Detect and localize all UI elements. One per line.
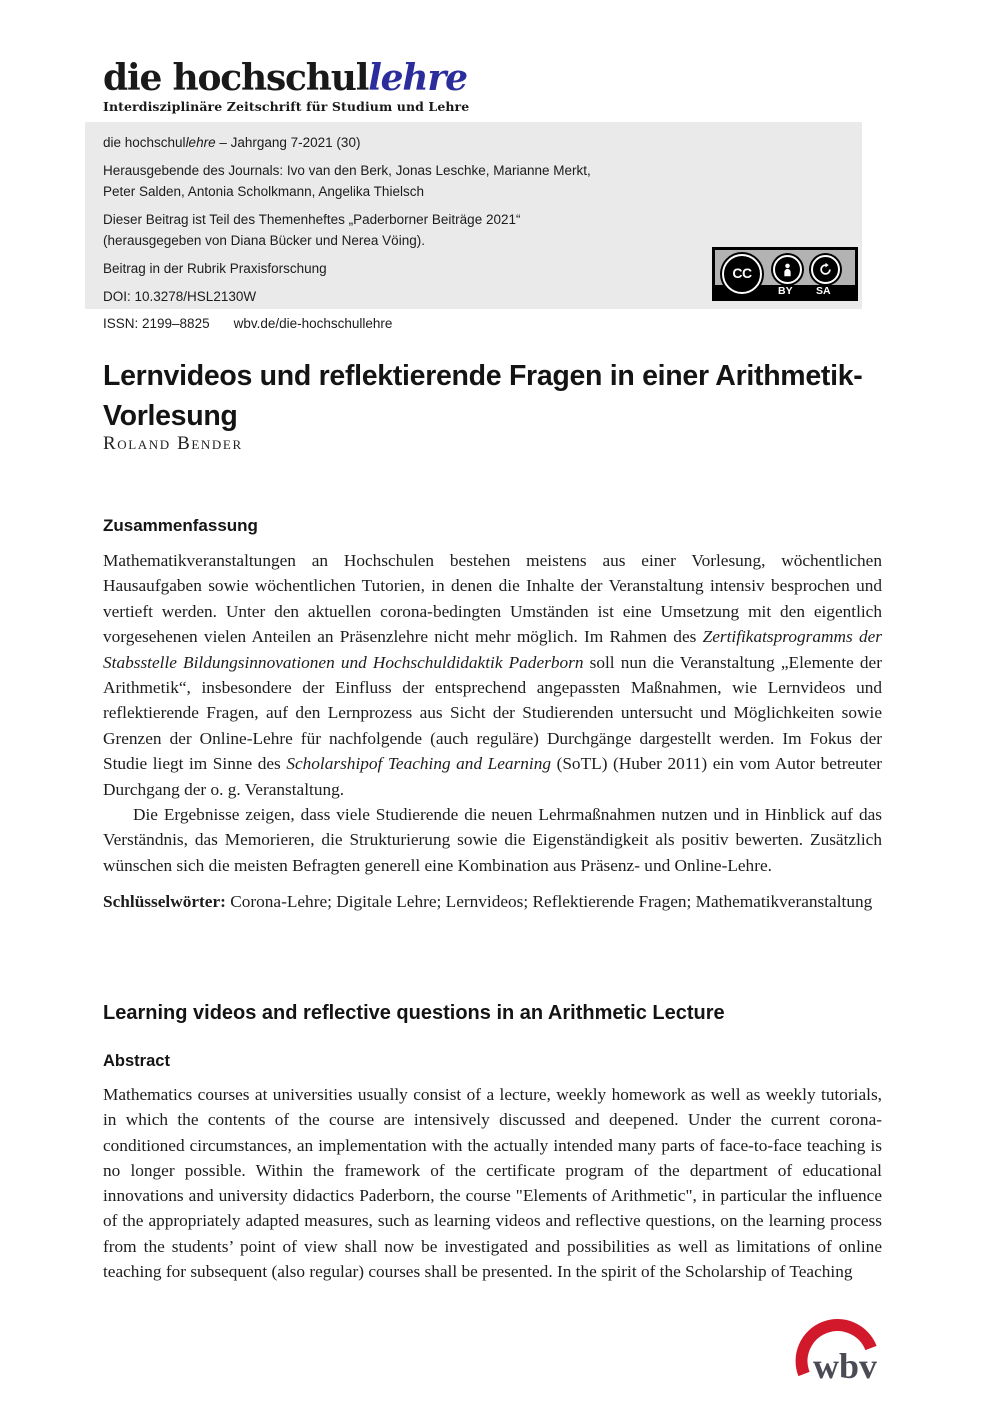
theme-note-line-1: Dieser Beitrag ist Teil des Themenheftes „Paderborner Beiträge 2021“ [103,211,521,227]
doi-line: DOI: 10.3278/HSL2130W [103,288,257,304]
cc-by-person-icon [773,255,802,284]
abstract-de-paragraph-2: Die Ergebnisse zeigen, dass viele Studierende die neuen Lehrmaßnahmen nutzen und in Hinblick auf das Verständnis, das Memorieren, die Strukturierung sowie die Eigenständigkeit als positiv bewerten. Zusätzlich wünschen sich die meisten Befragten generell eine Kombination aus Präsenz- und Online-Lehre. [103,805,882,875]
person-icon [780,262,795,277]
rubric-line: Beitrag in der Rubrik Praxisforschung [103,260,327,276]
abstract-de-seg-3: (SoTL) (Huber 2011) ein vom Autor betreuter Durchgang der o. g. Veranstaltung. [103,754,882,799]
keywords-de [103,889,882,914]
abstract-de-italic-1: Zertifikatsprogramms der Stabsstelle Bildungsinnovationen und Hochschuldidaktik Paderborn [103,627,882,672]
editors-line [103,161,692,203]
cc-sa-label: SA [816,285,831,297]
issue-journal-name-italic: lehre [185,135,216,150]
issn-number: ISSN: 2199–8825 [103,316,210,332]
abstract-en-paragraph: Mathematics courses at universities usually consist of a lecture, weekly homework as well as weekly tutorials, in which the contents of the course are intensively discussed and deepened. Under the current corona-conditioned circumstances, an implementation with the actually intended many parts of face-to-face teaching is no longer possible. Within the framework of the certificate program of the department of educational innovations and university didactics Paderborn, the course "Elements of Arithmetic", in particular the influence of the appropriately adapted measures, such as learning videos and reflective questions, on the learning process from the students’ point of view shall now be investigated and possibilities as well as limitations of online teaching for subsequent (also regular) courses shall be presented. In the spirit of the Scholarship of Teaching [103,1085,882,1282]
cc-icon-label: CC [732,265,752,282]
issn-line [103,314,692,335]
issue-line [103,133,692,154]
issue-journal-name: die hochschul [103,135,186,150]
issue-info-box [85,122,862,332]
cc-by-label: BY [778,285,793,297]
theme-note [103,210,692,252]
article-author: Roland Bender [103,433,243,454]
publisher-logo-wbv [783,1310,889,1396]
editors-line-1: Herausgebende des Journals: Ivo van den Berk, Jonas Leschke, Marianne Merkt, [103,162,591,178]
journal-logo [103,57,470,114]
cc-sa-arrow-icon [811,255,840,284]
editors-line-2: Peter Salden, Antonia Scholkmann, Angelika Thielsch [103,183,424,199]
heading-abstract: Abstract [103,1052,170,1070]
journal-logo-blue: lehre [368,57,467,99]
abstract-en-body [103,1082,882,1284]
abstract-de-paragraph-1 [103,548,882,802]
abstract-de-seg-1: Mathematikveranstaltungen an Hochschulen bestehen meistens aus einer Vorlesung, wöchentlichen Hausaufgaben sowie wöchentlichen Tutorien, in denen die Inhalte der Veranstaltung intensiv besprochen und vertieft werden. Unter den aktuellen corona-bedingten Umständen ist eine Umsetzung mit den eigentlich vorgesehenen vielen Anteilen an Präsenzlehre nicht mehr möglich. Im Rahmen des [103,551,882,647]
keywords-label: Schlüsselwörter: [103,892,226,912]
article-title-line-1: Lernvideos und reflektierende Fragen in einer Arithmetik- [103,360,863,393]
theme-note-line-2: (herausgegeben von Diana Bücker und Nerea Vöing). [103,232,425,248]
abstract-de-italic-2: Scholarshipof Teaching and Learning [286,754,552,774]
wbv-logo-graphic [783,1310,889,1396]
abstract-de-body [103,548,882,915]
wbv-logo-text: wbv [813,1346,878,1386]
abstract-de-seg-2: soll nun die Veranstaltung „Elemente der Arithmetik“, insbesondere der Einfluss der entsprechend angepassten Maßnahmen, wie Lernvideos und reflektierende Fragen, auf den Lernprozess aus Sicht der Studierenden untersucht und Möglichkeiten sowie Grenzen der Online-Lehre für nachfolgende (auch reguläre) Durchgänge dargestellt werden. Im Fokus der Studie liegt im Sinne des [103,652,882,774]
journal-tagline: Interdisziplinäre Zeitschrift für Studium und Lehre [103,98,470,114]
heading-english-title: Learning videos and reflective questions in an Arithmetic Lecture [103,1002,725,1024]
cc-icon [722,254,762,294]
heading-zusammenfassung: Zusammenfassung [103,516,258,535]
article-title [103,356,862,436]
journal-url-link[interactable]: wbv.de/die-hochschullehre [233,316,393,332]
article-title-line-2: Vorlesung [103,400,238,433]
journal-logo-black: die hochschul [103,57,369,99]
issue-volume: – Jahrgang 7-2021 (30) [215,135,361,150]
circular-arrow-icon [818,262,833,277]
journal-logo-wordmark [103,57,469,99]
cc-by-sa-license-badge[interactable] [712,247,858,301]
keywords-list: Corona-Lehre; Digitale Lehre; Lernvideos; Reflektierende Fragen; Mathematikveranstaltung [225,892,873,912]
